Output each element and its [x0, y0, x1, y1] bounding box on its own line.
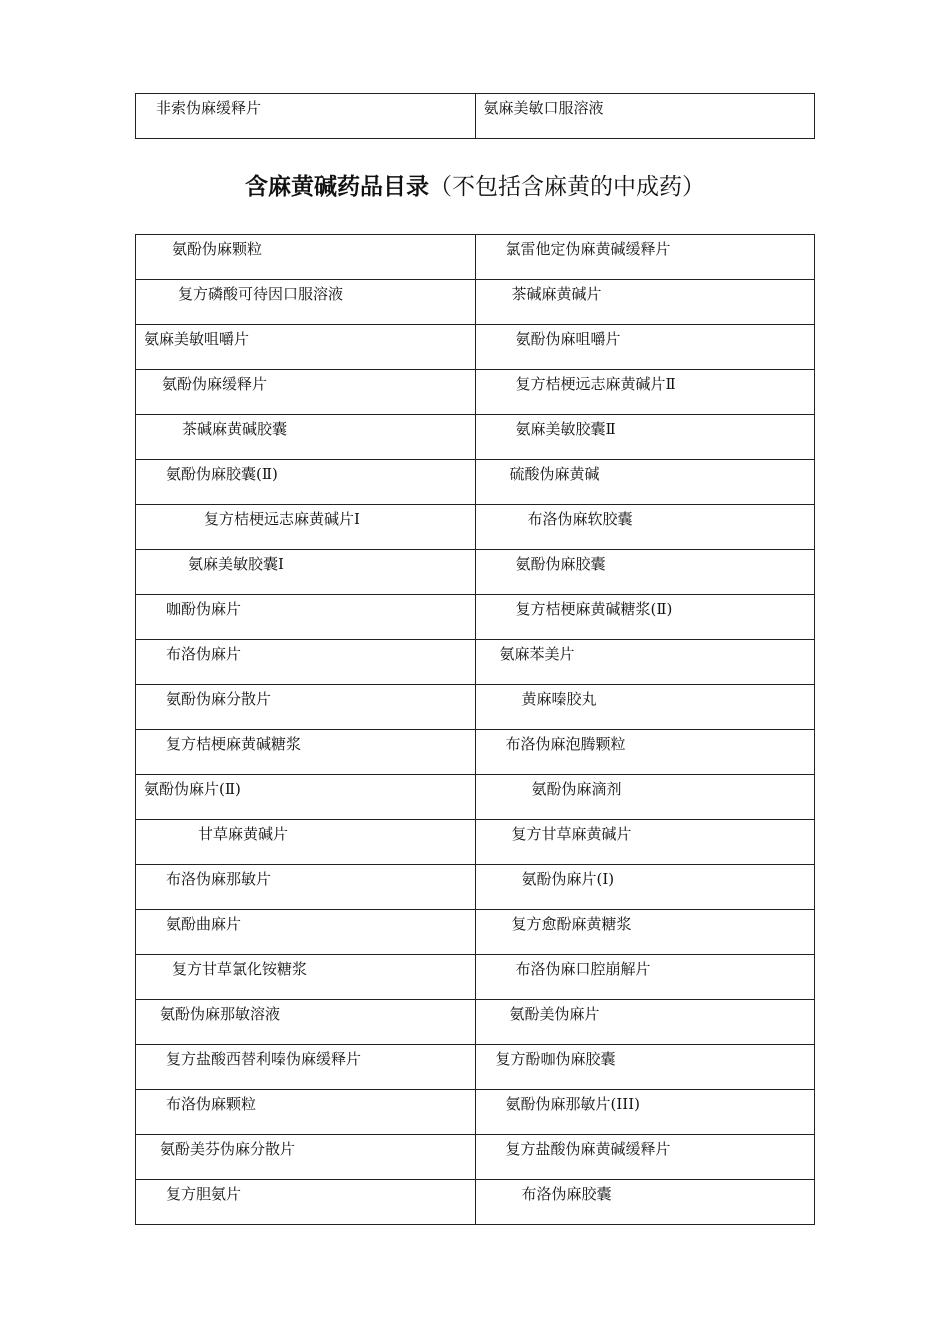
- table-cell-left: [136, 595, 476, 640]
- table-cell-left: [136, 1180, 476, 1225]
- table-row: [136, 910, 815, 955]
- drug-name: 非索伪麻缓释片: [156, 99, 262, 117]
- table-cell-left: [136, 550, 476, 595]
- drug-name: 氨酚伪麻咀嚼片: [515, 330, 621, 348]
- table-cell-right: [475, 280, 815, 325]
- table-cell-left: [136, 1045, 476, 1090]
- table-row: [136, 955, 815, 1000]
- table-row: [136, 1045, 815, 1090]
- page-title: [0, 170, 950, 204]
- drug-name: 黄麻嗪胶丸: [521, 690, 597, 708]
- table-cell-right: [475, 370, 815, 415]
- table-cell-left: [136, 640, 476, 685]
- table-cell-right: [475, 1000, 815, 1045]
- drug-name: 布洛伪麻片: [166, 645, 242, 663]
- drug-name: 氨酚美芬伪麻分散片: [160, 1140, 296, 1158]
- table-cell-left: [136, 1090, 476, 1135]
- continued-drug-table: [135, 93, 815, 139]
- table-cell-left: [136, 94, 476, 139]
- table-row: [136, 460, 815, 505]
- drug-name: 布洛伪麻颗粒: [166, 1095, 257, 1113]
- table-cell-right: [475, 640, 815, 685]
- drug-name: 氨酚曲麻片: [166, 915, 242, 933]
- table-cell-right: [475, 685, 815, 730]
- table-cell-right: [475, 775, 815, 820]
- table-row: [136, 235, 815, 280]
- drug-name: 复方胆氨片: [166, 1185, 242, 1203]
- table-cell-right: [475, 94, 815, 139]
- table-cell-right: [475, 1045, 815, 1090]
- table-cell-left: [136, 1135, 476, 1180]
- table-cell-right: [475, 235, 815, 280]
- table-row: [136, 820, 815, 865]
- table-row: [136, 1180, 815, 1225]
- table-row: [136, 325, 815, 370]
- table-row: [136, 1000, 815, 1045]
- drug-name: 复方桔梗远志麻黄碱片Ⅱ: [515, 375, 676, 393]
- table-cell-right: [475, 910, 815, 955]
- drug-name: 布洛伪麻软胶囊: [527, 510, 633, 528]
- table-cell-left: [136, 730, 476, 775]
- drug-name: 氨酚伪麻颗粒: [172, 240, 263, 258]
- table-cell-right: [475, 550, 815, 595]
- drug-name: 复方桔梗麻黄碱糖浆(Ⅱ): [515, 600, 673, 618]
- drug-name: 复方桔梗远志麻黄碱片Ⅰ: [204, 510, 360, 528]
- drug-name: 复方愈酚麻黄糖浆: [511, 915, 632, 933]
- table-cell-right: [475, 505, 815, 550]
- table-cell-right: [475, 595, 815, 640]
- table-row: [136, 505, 815, 550]
- drug-name: 复方盐酸伪麻黄碱缓释片: [505, 1140, 671, 1158]
- drug-name: 复方桔梗麻黄碱糖浆: [166, 735, 302, 753]
- table-cell-right: [475, 820, 815, 865]
- drug-name: 布洛伪麻胶囊: [521, 1185, 612, 1203]
- title-main: 含麻黄碱药品目录: [245, 173, 429, 200]
- table-row: [136, 595, 815, 640]
- table-cell-left: [136, 775, 476, 820]
- drug-name: 布洛伪麻那敏片: [166, 870, 272, 888]
- table-cell-left: [136, 415, 476, 460]
- drug-name: 氨麻苯美片: [499, 645, 575, 663]
- table-row: [136, 280, 815, 325]
- table-cell-left: [136, 955, 476, 1000]
- table-cell-left: [136, 460, 476, 505]
- drug-name: 氨酚伪麻片(Ⅱ): [144, 780, 241, 798]
- drug-name: 氨麻美敏胶囊Ⅱ: [515, 420, 616, 438]
- table-row: [136, 415, 815, 460]
- drug-name: 氨酚伪麻片(Ⅰ): [521, 870, 615, 888]
- drug-name: 复方甘草氯化铵糖浆: [172, 960, 308, 978]
- drug-name: 咖酚伪麻片: [166, 600, 242, 618]
- table-row: [136, 94, 815, 139]
- table-row: [136, 775, 815, 820]
- drug-name: 茶碱麻黄碱片: [511, 285, 602, 303]
- drug-name: 氨酚美伪麻片: [509, 1005, 600, 1023]
- table-cell-left: [136, 910, 476, 955]
- drug-name: 甘草麻黄碱片: [198, 825, 289, 843]
- drug-name: 氨酚伪麻缓释片: [162, 375, 268, 393]
- drug-name: 复方甘草麻黄碱片: [511, 825, 632, 843]
- drug-name: 茶碱麻黄碱胶囊: [182, 420, 288, 438]
- table-cell-left: [136, 325, 476, 370]
- table-row: [136, 1135, 815, 1180]
- table-cell-left: [136, 685, 476, 730]
- table-cell-right: [475, 730, 815, 775]
- table-row: [136, 730, 815, 775]
- table-row: [136, 370, 815, 415]
- table-cell-right: [475, 1135, 815, 1180]
- drug-name: 氯雷他定伪麻黄碱缓释片: [505, 240, 671, 258]
- table-cell-left: [136, 865, 476, 910]
- table-row: [136, 1090, 815, 1135]
- table-cell-left: [136, 235, 476, 280]
- table-row: [136, 550, 815, 595]
- table-cell-left: [136, 280, 476, 325]
- table-cell-right: [475, 460, 815, 505]
- drug-name: 氨麻美敏胶囊Ⅰ: [188, 555, 284, 573]
- drug-name: 复方盐酸西替利嗪伪麻缓释片: [166, 1050, 362, 1068]
- drug-name: 复方磷酸可待因口服溶液: [178, 285, 344, 303]
- drug-name: 氨麻美敏口服溶液: [483, 99, 604, 117]
- table-cell-right: [475, 1090, 815, 1135]
- table-cell-right: [475, 325, 815, 370]
- title-note: （不包括含麻黄的中成药）: [429, 174, 705, 200]
- drug-name: 硫酸伪麻黄碱: [509, 465, 600, 483]
- drug-name: 复方酚咖伪麻胶囊: [495, 1050, 616, 1068]
- drug-name: 氨酚伪麻滴剂: [531, 780, 622, 798]
- table-cell-left: [136, 370, 476, 415]
- drug-name: 布洛伪麻口腔崩解片: [515, 960, 651, 978]
- table-cell-right: [475, 865, 815, 910]
- drug-list-table: [135, 234, 815, 1225]
- table-cell-right: [475, 415, 815, 460]
- table-cell-right: [475, 1180, 815, 1225]
- drug-name: 氨酚伪麻胶囊(Ⅱ): [166, 465, 278, 483]
- drug-name: 氨酚伪麻胶囊: [515, 555, 606, 573]
- table-cell-left: [136, 820, 476, 865]
- drug-name: 氨酚伪麻那敏片(III): [505, 1095, 640, 1113]
- drug-name: 氨酚伪麻分散片: [166, 690, 272, 708]
- table-cell-left: [136, 505, 476, 550]
- table-row: [136, 640, 815, 685]
- drug-name: 布洛伪麻泡腾颗粒: [505, 735, 626, 753]
- table-cell-right: [475, 955, 815, 1000]
- table-cell-left: [136, 1000, 476, 1045]
- drug-name: 氨酚伪麻那敏溶液: [160, 1005, 281, 1023]
- drug-name: 氨麻美敏咀嚼片: [144, 330, 250, 348]
- table-row: [136, 865, 815, 910]
- table-row: [136, 685, 815, 730]
